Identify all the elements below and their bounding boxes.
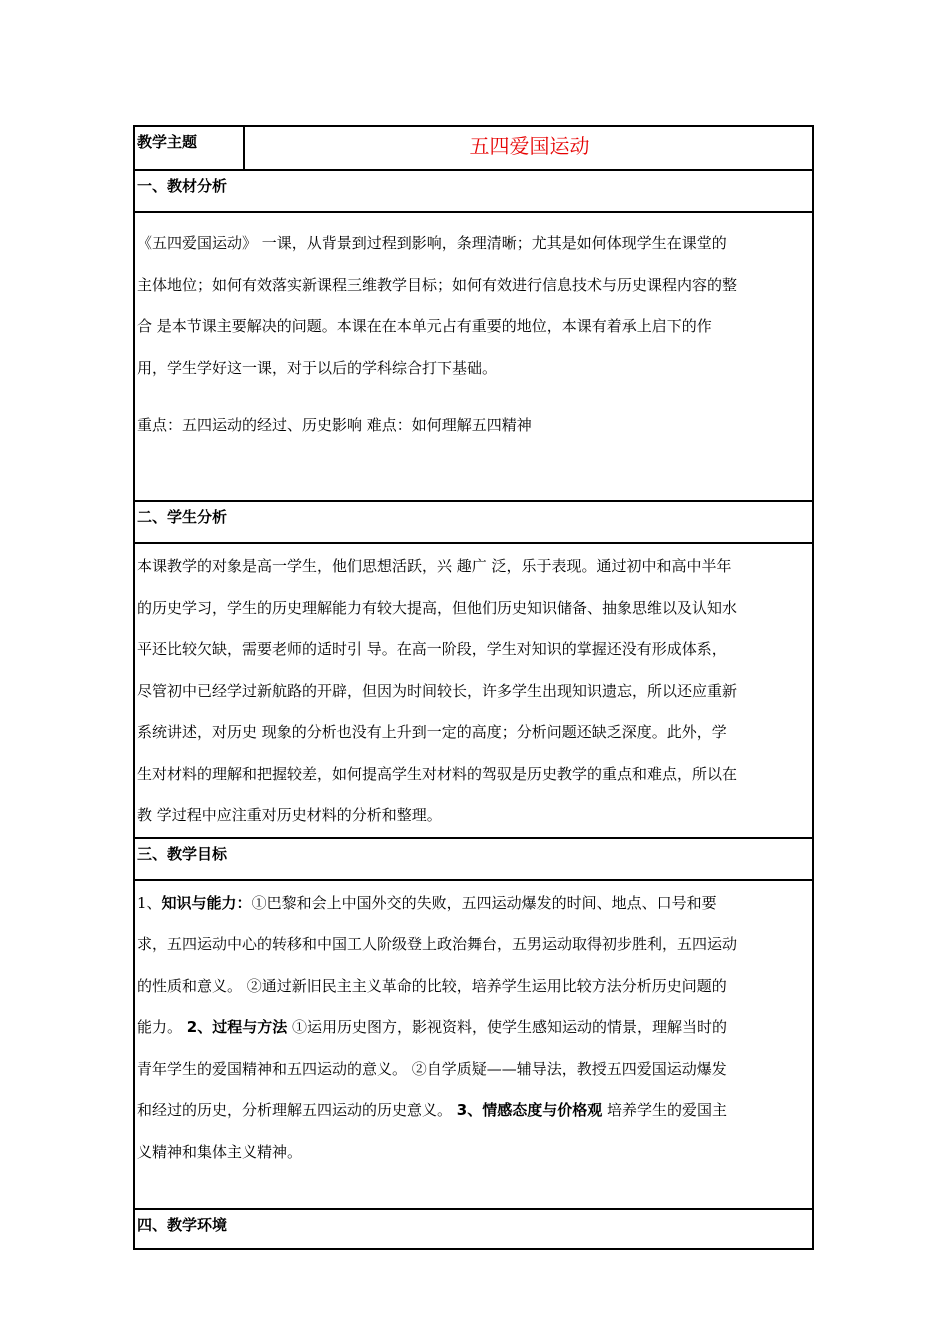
goal-text: ①巴黎和会上中国外交的失败，五四运动爆发的时间、地点、口号和要 [251,893,717,912]
section1-body-row [134,212,813,501]
section2-line: 的历史学习，学生的历史理解能力有较大提高，但他们历史知识储备、抽象思维以及认知水 [137,598,738,617]
section3-body [134,880,813,1209]
goal-knowledge-label: 知识与能力： [161,893,252,912]
section1-body [134,212,813,501]
key-points: 重点：五四运动的经过、历史影响 难点：如何理解五四精神 [137,416,532,434]
spacer [137,389,812,405]
section4-heading-row [134,1209,813,1249]
section3-heading-row [134,838,813,880]
section2-line: 生对材料的理解和把握较差，如何提高学生对材料的驾驭是历史教学的重点和难点，所以在 [137,764,738,783]
section3-line: 青年学生的爱国精神和五四运动的意义。 ②自学质疑——辅导法，教授五四爱国运动爆发 [137,1059,727,1078]
section1-line: 主体地位；如何有效落实新课程三维教学目标；如何有效进行信息技术与历史课程内容的整 [137,275,738,294]
section1-line: 《五四爱国运动》 一课，从背景到过程到影响，条理清晰；尤其是如何体现学生在课堂的 [137,234,727,252]
section3-line: 义精神和集体主义精神。 [137,1142,303,1161]
section2-line: 系统讲述，对历史 现象的分析也没有上升到一定的高度；分析问题还缺乏深度。此外，学 [137,723,727,741]
section2-heading-row [134,501,813,543]
section2-heading: 二、学生分析 [134,501,813,543]
goal-text: 能力。 [137,1018,187,1036]
theme-label: 教学主题 [134,126,244,170]
section2-line: 本课教学的对象是高一学生，他们思想活跃，兴 趣广 泛，乐于表现。通过初中和高中半年 [137,557,732,575]
goal-text: 培养学生的爱国主 [602,1101,728,1119]
section2-body [134,543,813,838]
goal-number: 1、 [137,893,162,912]
section3-line [137,1007,812,1049]
section3-line [137,1090,812,1132]
section3-line: 求，五四运动中心的转移和中国工人阶级登上政治舞台，五男运动取得初步胜利，五四运动 [137,935,738,953]
section3-line: 的性质和意义。 ②通过新旧民主主义革命的比较，培养学生运用比较方法分析历史问题的 [137,976,727,995]
section1-heading-row [134,170,813,212]
section3-line [137,883,812,925]
goal-emotion-label: 3、情感态度与价格观 [456,1101,603,1119]
section1-line: 用，学生学好这一课，对于以后的学科综合打下基础。 [137,358,498,377]
lesson-plan-sheet [133,125,814,1250]
goal-process-label: 2、过程与方法 [186,1018,288,1036]
theme-row [134,126,813,170]
section1-heading: 一、教材分析 [134,170,813,212]
goal-text: 和经过的历史，分析理解五四运动的历史意义。 [137,1101,457,1119]
section2-line: 教 学过程中应注重对历史材料的分析和整理。 [137,806,442,824]
section2-line: 平还比较欠缺，需要老师的适时引 导。在高一阶段，学生对知识的掌握还没有形成体系， [137,640,727,658]
section4-heading: 四、教学环境 [134,1209,813,1249]
lesson-plan-table [133,125,814,1250]
section1-line: 合 是本节课主要解决的问题。本课在在本单元占有重要的地位，本课有着承上启下的作 [137,317,712,335]
section3-body-row [134,880,813,1209]
section3-heading: 三、教学目标 [134,838,813,880]
goal-text: ①运用历史图方，影视资料，使学生感知运动的情景，理解当时的 [287,1018,728,1036]
theme-title: 五四爱国运动 [244,126,813,170]
section2-body-row [134,543,813,838]
section2-line: 尽管初中已经学过新航路的开辟，但因为时间较长，许多学生出现知识遗忘，所以还应重新 [137,681,738,700]
